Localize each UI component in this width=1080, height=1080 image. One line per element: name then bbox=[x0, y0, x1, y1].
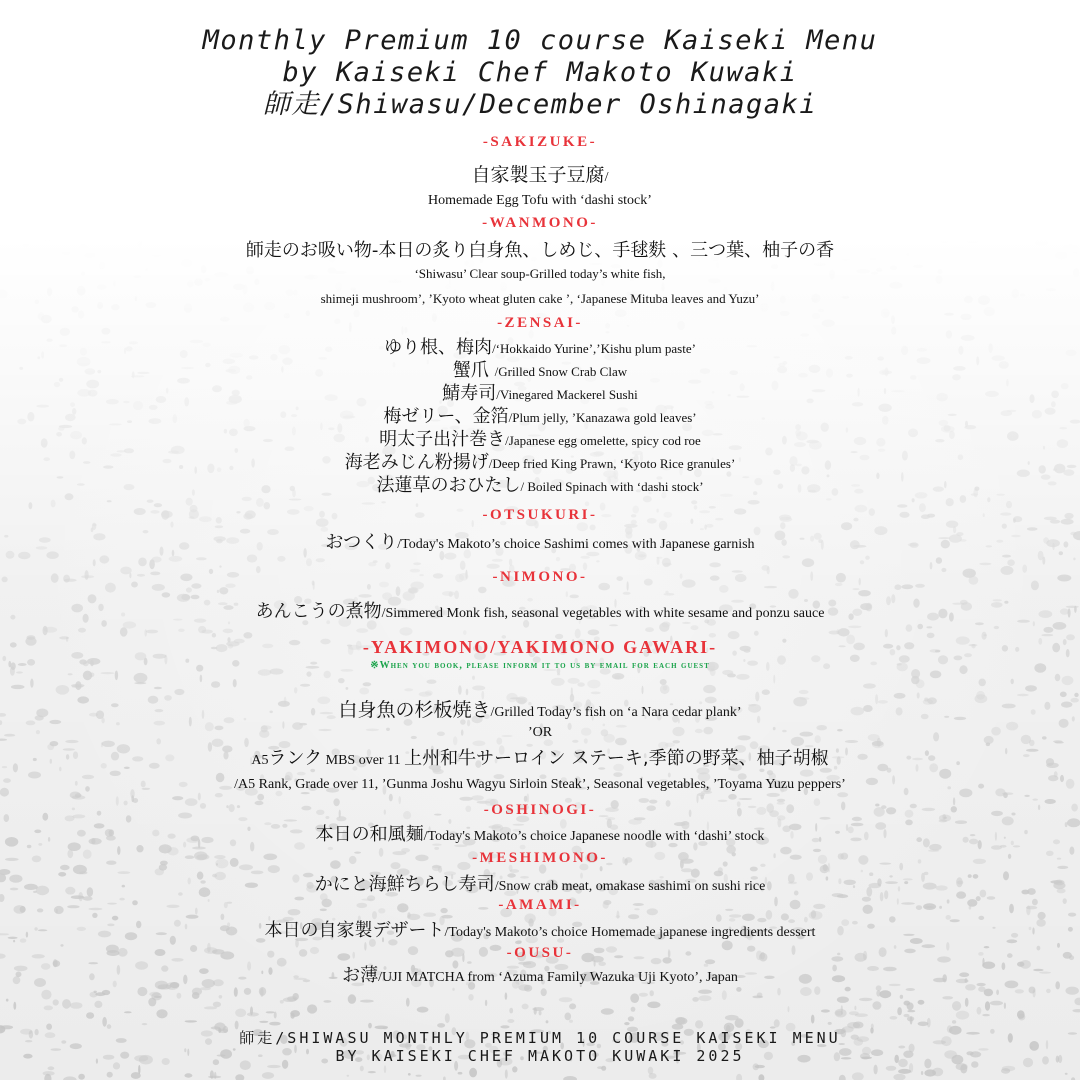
course-heading-otsukuri: -OTSUKURI- bbox=[482, 507, 598, 523]
otsukuri-item bbox=[0, 528, 1080, 554]
zensai-item-en: /‘Hokkaido Yurine’,’Kishu plum paste’ bbox=[492, 341, 696, 356]
yakimono-fish-jp: 白身魚の杉板焼き bbox=[338, 699, 491, 721]
zensai-item-jp: 梅ゼリー、金箔 bbox=[383, 406, 509, 427]
course-heading-meshimono: -MESHIMONO- bbox=[472, 850, 608, 866]
zensai-item-en: /Vinegared Mackerel Sushi bbox=[496, 387, 638, 402]
otsukuri-en: /Today's Makoto’s choice Sashimi comes with Japanese garnish bbox=[397, 537, 755, 552]
course-heading-oshinogi: -OSHINOGI- bbox=[483, 802, 597, 818]
nimono-item bbox=[0, 597, 1080, 623]
wagyu-rank-jp: ランク bbox=[268, 748, 323, 769]
zensai-item-en: /Grilled Snow Crab Claw bbox=[494, 364, 628, 379]
zensai-item-jp: 鯖寿司 bbox=[442, 383, 497, 404]
meshimono-en: /Snow crab meat, omakase sashimi on sushi rice bbox=[494, 879, 766, 894]
zensai-item-jp: 蟹爪 bbox=[452, 360, 495, 381]
course-heading-wanmono: -WANMONO- bbox=[482, 215, 598, 231]
menu-subtitle-month: 師走/Shiwasu/December Oshinagaki bbox=[262, 89, 818, 120]
wagyu-jp: 上州和牛サーロイン ステーキ,季節の野菜、柚子胡椒 bbox=[404, 748, 829, 769]
ousu-item bbox=[0, 961, 1080, 987]
amami-jp: 本日の自家製デザート bbox=[264, 920, 445, 941]
yakimono-item-fish bbox=[0, 695, 1080, 722]
zensai-item-en: /Deep fried King Prawn, ‘Kyoto Rice granules’ bbox=[488, 456, 736, 471]
otsukuri-jp: おつくり bbox=[325, 532, 398, 553]
oshinogi-item bbox=[0, 820, 1080, 846]
sakizuke-en: Homemade Egg Tofu with ‘dashi stock’ bbox=[428, 193, 652, 208]
amami-en: /Today's Makoto’s choice Homemade japanese ingredients dessert bbox=[444, 925, 816, 940]
wanmono-en-line1: ‘Shiwasu’ Clear soup-Grilled today’s white fish, bbox=[414, 266, 666, 281]
wagyu-en: /A5 Rank, Grade over 11, ’Gunma Joshu Wagyu Sirloin Steak’, Seasonal vegetables, ’Toyama Yuzu peppers’ bbox=[234, 777, 846, 792]
oshinogi-jp: 本日の和風麺 bbox=[315, 824, 424, 845]
sakizuke-jp: 自家製玉子豆腐 bbox=[471, 164, 605, 186]
yakimono-or: ’OR bbox=[527, 725, 553, 740]
wanmono-jp: 師走のお吸い物-本日の炙り白身魚、しめじ、手毬麩 、三つ葉、柚子の香 bbox=[245, 240, 835, 261]
sakizuke-item bbox=[0, 160, 1080, 187]
amami-item bbox=[0, 916, 1080, 942]
zensai-item-jp: 明太子出汁巻き bbox=[379, 429, 506, 450]
menu-title: Monthly Premium 10 course Kaiseki Menu bbox=[202, 25, 878, 56]
zensai-item-jp: 海老みじん粉揚げ bbox=[344, 452, 489, 473]
course-heading-ousu: -OUSU- bbox=[506, 945, 574, 961]
ousu-en: /UJI MATCHA from ‘Azuma Family Wazuka Uji Kyoto’, Japan bbox=[378, 970, 738, 985]
zensai-item-en: /Japanese egg omelette, spicy cod roe bbox=[505, 433, 701, 448]
course-heading-yakimono: -YAKIMONO/YAKIMONO GAWARI- bbox=[362, 637, 718, 657]
nimono-jp: あんこうの煮物 bbox=[255, 601, 382, 622]
wanmono-en-line2: shimeji mushroom’, ’Kyoto wheat gluten cake ’, ‘Japanese Mituba leaves and Yuzu’ bbox=[320, 291, 760, 306]
course-heading-amami: -AMAMI- bbox=[498, 897, 582, 913]
course-heading-zensai: -ZENSAI- bbox=[497, 315, 583, 331]
zensai-item-jp: ゆり根、梅肉 bbox=[384, 337, 493, 358]
booking-note: ※When you book, please inform it to us by email for each guest bbox=[370, 660, 710, 671]
zensai-item-en: / Boiled Spinach with ‘dashi stock’ bbox=[520, 479, 704, 494]
wagyu-mbs: MBS over 11 bbox=[322, 753, 405, 768]
sakizuke-separator: / bbox=[604, 170, 609, 185]
wagyu-rank-prefix: A5 bbox=[251, 753, 269, 768]
menu-subtitle-chef: by Kaiseki Chef Makoto Kuwaki bbox=[282, 57, 798, 88]
meshimono-jp: かにと海鮮ちらし寿司 bbox=[314, 874, 495, 895]
course-heading-sakizuke: -SAKIZUKE- bbox=[482, 134, 598, 150]
footer-line2: BY KAISEKI CHEF MAKOTO KUWAKI 2025 bbox=[335, 1047, 745, 1065]
course-heading-nimono: -NIMONO- bbox=[492, 569, 588, 585]
yakimono-item-wagyu bbox=[0, 744, 1080, 770]
yakimono-fish-en: /Grilled Today’s fish on ‘a Nara cedar plank’ bbox=[490, 705, 742, 720]
nimono-en: /Simmered Monk fish, seasonal vegetables with white sesame and ponzu sauce bbox=[381, 606, 825, 621]
zensai-item bbox=[0, 471, 1080, 497]
meshimono-item bbox=[0, 870, 1080, 896]
footer-line1: 師走/SHIWASU MONTHLY PREMIUM 10 COURSE KAISEKI MENU bbox=[239, 1029, 841, 1047]
oshinogi-en: /Today's Makoto’s choice Japanese noodle with ‘dashi’ stock bbox=[423, 829, 765, 844]
ousu-jp: お薄 bbox=[342, 965, 379, 986]
zensai-item-jp: 法蓮草のおひたし bbox=[376, 475, 521, 496]
zensai-item-en: /Plum jelly, ’Kanazawa gold leaves’ bbox=[508, 410, 697, 425]
